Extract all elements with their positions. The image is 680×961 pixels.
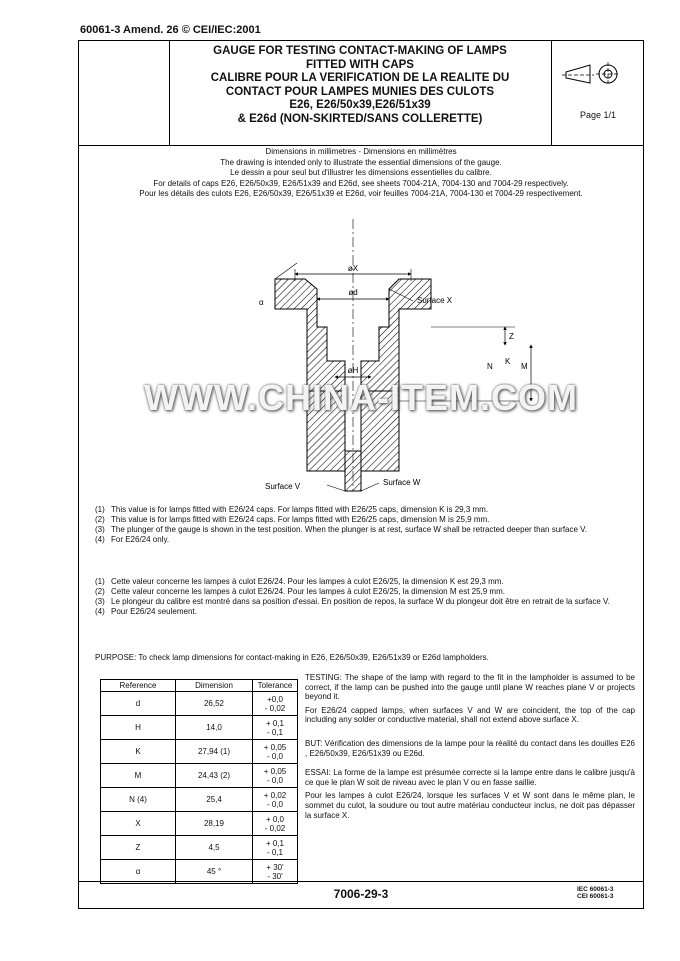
page-number: Page 1/1 xyxy=(579,110,617,120)
label-surface-v: Surface V xyxy=(265,482,301,491)
footer-divider xyxy=(79,881,643,882)
note-number: (4) xyxy=(95,535,105,544)
tolerance-minus: - 0,0 xyxy=(266,775,283,785)
purpose-text: PURPOSE: To check lamp dimensions for contact-making in E26, E26/50x39, E26/51x39 or E26d lampholders. xyxy=(95,653,489,662)
note-item xyxy=(95,505,635,515)
table-row xyxy=(101,860,298,884)
testing-paragraph: For E26/24 capped lamps, when surfaces V and W are coincident, the top of the cap including any solder or conductive material, shall not extend above surface X. xyxy=(305,705,635,725)
note-text: For E26/24 only. xyxy=(111,535,170,544)
label-z: Z xyxy=(509,332,514,341)
ref-cell: K xyxy=(101,740,176,764)
projection-symbol-icon xyxy=(552,41,644,101)
tolerance-plus: + 0,05 xyxy=(263,742,287,752)
note-number: (1) xyxy=(95,577,105,586)
label-k: K xyxy=(505,357,511,366)
notes-french xyxy=(95,577,635,617)
title-line: CALIBRE POUR LA VERIFICATION DE LA REALITE DU xyxy=(210,72,510,85)
tolerance-minus: - 0,0 xyxy=(266,751,283,761)
table-header-row xyxy=(101,680,298,692)
tolerance-plus: +0,0 xyxy=(267,694,283,704)
note-text: Pour E26/24 seulement. xyxy=(111,607,197,616)
column-header: Dimension xyxy=(176,680,253,692)
tolerance-cell xyxy=(253,692,298,716)
document-reference: 60061-3 Amend. 26 © CEI/IEC:2001 xyxy=(80,24,261,36)
dimension-cell: 26,52 xyxy=(176,692,253,716)
note-item xyxy=(95,515,635,525)
testing-text xyxy=(305,673,635,824)
note-number: (1) xyxy=(95,505,105,514)
tolerance-minus: - 30' xyxy=(267,871,283,881)
table-row xyxy=(101,812,298,836)
note-item xyxy=(95,607,635,617)
note-number: (3) xyxy=(95,525,105,534)
tolerance-cell xyxy=(253,836,298,860)
tolerance-plus: + 0,05 xyxy=(263,766,287,776)
title-line: FITTED WITH CAPS xyxy=(306,58,414,71)
dimension-cell: 25,4 xyxy=(176,788,253,812)
label-m: M xyxy=(521,362,528,371)
dimension-cell: 27,94 (1) xyxy=(176,740,253,764)
standard-sheet xyxy=(78,40,644,909)
column-header: Reference xyxy=(101,680,176,692)
tolerance-minus: - 0,02 xyxy=(264,823,286,833)
note-text: Cette valeur concerne les lampes à culot E26/24. Pour les lampes à culot E26/25, la dimension K est 29,3 mm. xyxy=(111,577,504,586)
intro-line: Pour les détails des culots E26, E26/50x39, E26/51x39 et E26d, voir feuilles 7004-21A, 7004-130 et 7004-29 respectivement. xyxy=(139,189,583,198)
label-surface-x: Surface X xyxy=(417,296,453,305)
tolerance-plus: + 0,1 xyxy=(265,838,284,848)
gauge-body-left xyxy=(275,279,345,391)
note-item xyxy=(95,597,635,607)
note-number: (2) xyxy=(95,587,105,596)
note-number: (2) xyxy=(95,515,105,524)
tolerance-plus: + 30' xyxy=(266,862,284,872)
plunger xyxy=(345,451,361,491)
testing-paragraph: BUT: Vérification des dimensions de la lampe pour la réalité du contact dans les douilles E26 , E26/50x39, E26/51x39 ou E26d. xyxy=(305,738,635,758)
note-text: This value is for lamps fitted with E26/24 caps. For lamps fitted with E26/25 caps, dimension M is 25,9 mm. xyxy=(111,515,490,524)
title-line: GAUGE FOR TESTING CONTACT-MAKING OF LAMPS xyxy=(213,45,507,57)
dimension-cell: 45 ° xyxy=(176,860,253,884)
tolerance-minus: - 0,02 xyxy=(264,703,286,713)
tolerance-plus: + 0,1 xyxy=(265,718,284,728)
footer-standard-ref xyxy=(577,886,614,900)
dimension-table xyxy=(100,679,298,884)
ref-cell: N (4) xyxy=(101,788,176,812)
table-row xyxy=(101,716,298,740)
ref-cell: M xyxy=(101,764,176,788)
sheet-title xyxy=(170,45,550,127)
dimension-cell: 28,19 xyxy=(176,812,253,836)
ref-cell: X xyxy=(101,812,176,836)
column-header: Tolerance xyxy=(253,680,298,692)
ref-cell: d xyxy=(101,692,176,716)
title-left-cell xyxy=(79,41,170,145)
tolerance-cell xyxy=(253,860,298,884)
tolerance-plus: + 0,0 xyxy=(265,814,284,824)
tolerance-minus: - 0,1 xyxy=(266,727,283,737)
note-text: Cette valeur concerne les lampes à culot E26/24. Pour les lampes à culot E26/25, la dimension M est 25,9 mm. xyxy=(111,587,505,596)
sheet-number: 7006-29-3 xyxy=(333,887,389,901)
intro-line: Le dessin a pour seul but d'illustrer les dimensions essentielles du calibre. xyxy=(230,168,492,177)
title-line: E26, E26/50x39,E26/51x39 xyxy=(289,99,431,112)
dimension-cell: 4,5 xyxy=(176,836,253,860)
ref-cell: H xyxy=(101,716,176,740)
tolerance-cell xyxy=(253,716,298,740)
tolerance-cell xyxy=(253,740,298,764)
label-phi-x: øX xyxy=(347,264,359,273)
label-n: N xyxy=(487,362,493,371)
title-right-cell xyxy=(551,41,644,145)
tolerance-plus: + 0,02 xyxy=(263,790,287,800)
title-block xyxy=(79,41,643,146)
intro-line: The drawing is intended only to illustrate the essential dimensions of the gauge. xyxy=(220,157,502,167)
intro-line: For details of caps E26, E26/50x39, E26/51x39 and E26d, see sheets 7004-21A, 7004-130 and 7004-29 respectively. xyxy=(153,178,569,188)
tolerance-cell xyxy=(253,812,298,836)
tolerance-cell xyxy=(253,764,298,788)
note-text: Le plongeur du calibre est montré dans sa position d'essai. En position de repos, la surface W du plongeur doit être en retrait de la surface V. xyxy=(111,597,610,606)
title-line: & E26d (NON-SKIRTED/SANS COLLERETTE) xyxy=(237,112,483,125)
note-item xyxy=(95,587,635,597)
watermark: WWW.CHINA-ITEM.COM xyxy=(144,377,578,418)
table-row xyxy=(101,836,298,860)
note-item xyxy=(95,525,635,535)
tolerance-minus: - 0,0 xyxy=(266,799,283,809)
table-row xyxy=(101,764,298,788)
tolerance-cell xyxy=(253,788,298,812)
testing-paragraph: TESTING: The shape of the lamp with regard to the fit in the lampholder is assumed to be correct, if the lamp can be pushed into the gauge until plane W reaches plane V or projects beyond it. xyxy=(305,673,635,702)
label-phi-d: ød xyxy=(348,288,358,297)
note-text: This value is for lamps fitted with E26/24 caps. For lamps fitted with E26/25 caps, dimension K is 29,3 mm. xyxy=(111,505,489,514)
footer-ref-line: CEI 60061-3 xyxy=(577,893,614,900)
testing-paragraph: ESSAI: La forme de la lampe est présumée correcte si la lampe entre dans le calibre jusqu'à ce que le plan W soit de niveau avec le plan V ou en fasse saillie. xyxy=(305,768,635,787)
footer-ref-line: IEC 60061-3 xyxy=(577,886,614,893)
intro-line: Dimensions in millimetres - Dimensions en millimètres xyxy=(265,147,457,156)
table-row xyxy=(101,788,298,812)
dimension-cell: 24,43 (2) xyxy=(176,764,253,788)
ref-cell: α xyxy=(101,860,176,884)
note-item xyxy=(95,577,635,587)
testing-paragraph: Pour les lampes à culot E26/24, lorsque les surfaces V et W sont dans le même plan, le sommet du culot, la soudure ou tout autre matériau conducteur inclus, ne doit pas dépasser la surface X. xyxy=(305,791,635,820)
label-surface-w: Surface W xyxy=(383,478,421,487)
note-text: The plunger of the gauge is shown in the test position. When the plunger is at rest, surface W shall be retracted deeper than surface V. xyxy=(111,525,587,534)
title-line: CONTACT POUR LAMPES MUNIES DES CULOTS xyxy=(225,85,495,98)
ref-cell: Z xyxy=(101,836,176,860)
table-row xyxy=(101,692,298,716)
label-alpha: α xyxy=(259,298,264,307)
dimension-cell: 14,0 xyxy=(176,716,253,740)
note-number: (4) xyxy=(95,607,105,616)
tolerance-minus: - 0,1 xyxy=(266,847,283,857)
note-number: (3) xyxy=(95,597,105,606)
gauge-drawing xyxy=(235,219,535,494)
notes-english xyxy=(95,505,635,545)
note-item xyxy=(95,535,635,545)
intro-text xyxy=(79,147,643,200)
label-phi-h: øH xyxy=(347,366,359,375)
table-row xyxy=(101,740,298,764)
